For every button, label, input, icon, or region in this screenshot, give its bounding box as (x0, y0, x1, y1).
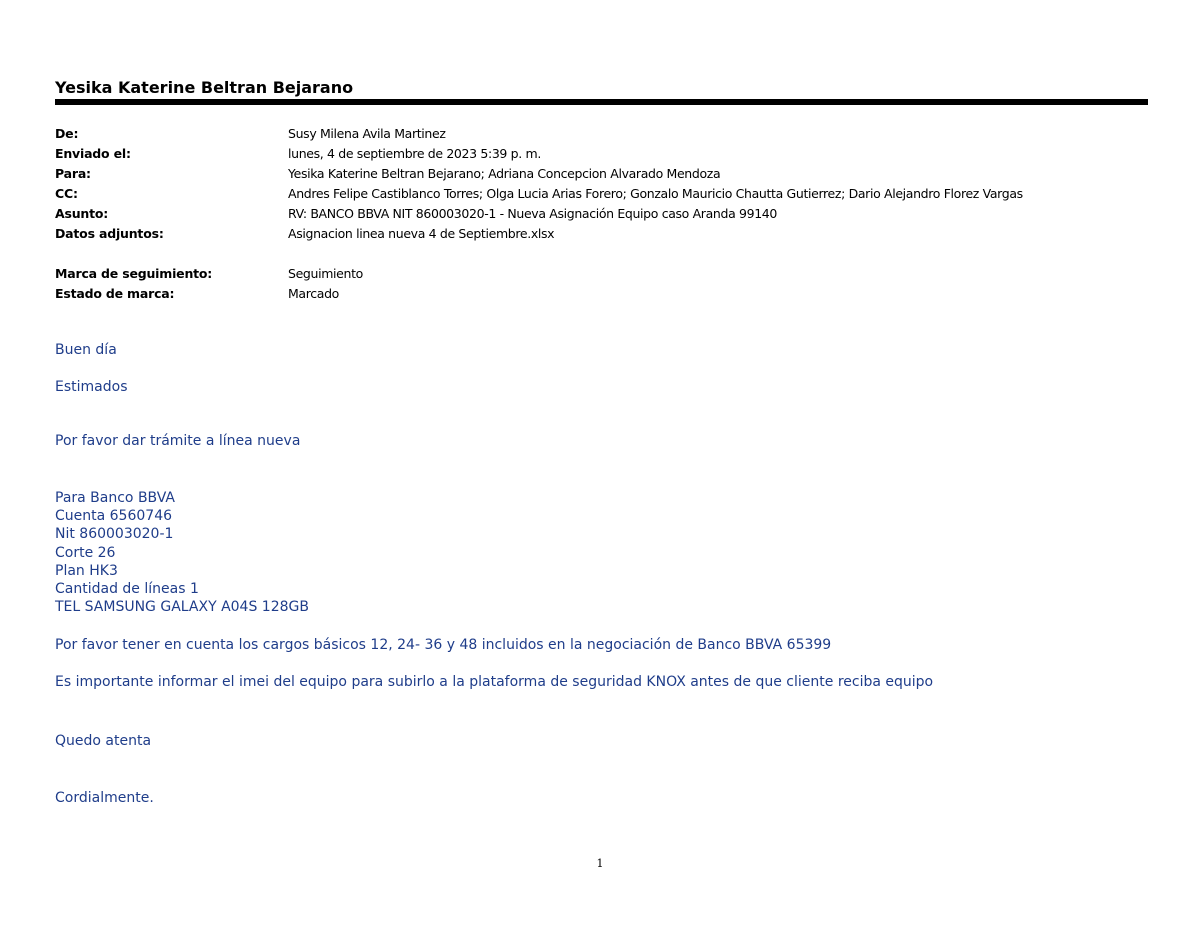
subject-label: Asunto: (55, 205, 109, 221)
flag-status-value: Marcado (288, 285, 339, 301)
sent-label: Enviado el: (55, 145, 131, 161)
attachments-value: Asignacion linea nueva 4 de Septiembre.xlsx (288, 225, 555, 241)
to-label: Para: (55, 165, 91, 181)
attachments-label: Datos adjuntos: (55, 225, 164, 241)
detail-cutoff: Corte 26 (55, 544, 116, 561)
page-number: 1 (596, 857, 604, 870)
cc-label: CC: (55, 185, 78, 201)
signoff-text: Cordialmente. (55, 790, 154, 806)
subject-value: RV: BANCO BBVA NIT 860003020-1 - Nueva Asignación Equipo caso Aranda 99140 (288, 205, 778, 221)
from-label: De: (55, 125, 79, 141)
detail-plan: Plan HK3 (55, 562, 118, 579)
request-text: Por favor dar trámite a línea nueva (55, 433, 301, 449)
header-row-from (55, 123, 1145, 143)
header-row-cc (55, 183, 1145, 203)
detail-nit: Nit 860003020-1 (55, 526, 174, 543)
greeting-text: Buen día (55, 342, 117, 358)
closing-text: Quedo atenta (55, 733, 152, 749)
charges-note-text: Por favor tener en cuenta los cargos básicos 12, 24- 36 y 48 incluidos en la negociación de Banco BBVA 65399 (55, 637, 832, 653)
salutation-text: Estimados (55, 379, 128, 395)
detail-device: TEL SAMSUNG GALAXY A04S 128GB (55, 599, 309, 616)
line-details-block (55, 489, 309, 616)
header-row-to (55, 163, 1145, 183)
header-row-sent (55, 143, 1145, 163)
follow-up-flag-label: Marca de seguimiento: (55, 265, 213, 281)
flag-status-label: Estado de marca: (55, 285, 175, 301)
follow-up-flag-value: Seguimiento (288, 265, 363, 281)
imei-note-text: Es importante informar el imei del equipo para subirlo a la plataforma de seguridad KNOX antes de que cliente reciba equipo (55, 674, 934, 690)
to-value: Yesika Katerine Beltran Bejarano; Adriana Concepcion Alvarado Mendoza (288, 165, 721, 181)
header-row-attachments (55, 223, 1145, 243)
header-row-flag-status (55, 283, 1145, 303)
header-row-subject (55, 203, 1145, 223)
from-value: Susy Milena Avila Martinez (288, 125, 446, 141)
mailbox-owner-title: Yesika Katerine Beltran Bejarano (55, 78, 354, 97)
message-headers (55, 123, 1145, 303)
detail-line-count: Cantidad de líneas 1 (55, 581, 199, 598)
detail-bank: Para Banco BBVA (55, 490, 175, 506)
detail-account: Cuenta 6560746 (55, 508, 173, 525)
cc-value: Andres Felipe Castiblanco Torres; Olga Lucia Arias Forero; Gonzalo Mauricio Chautta Gutierrez; Dario Alejandro Florez Vargas (288, 185, 1023, 201)
header-divider (55, 99, 1148, 105)
sent-value: lunes, 4 de septiembre de 2023 5:39 p. m. (288, 145, 541, 161)
header-row-follow-up-flag (55, 263, 1145, 283)
